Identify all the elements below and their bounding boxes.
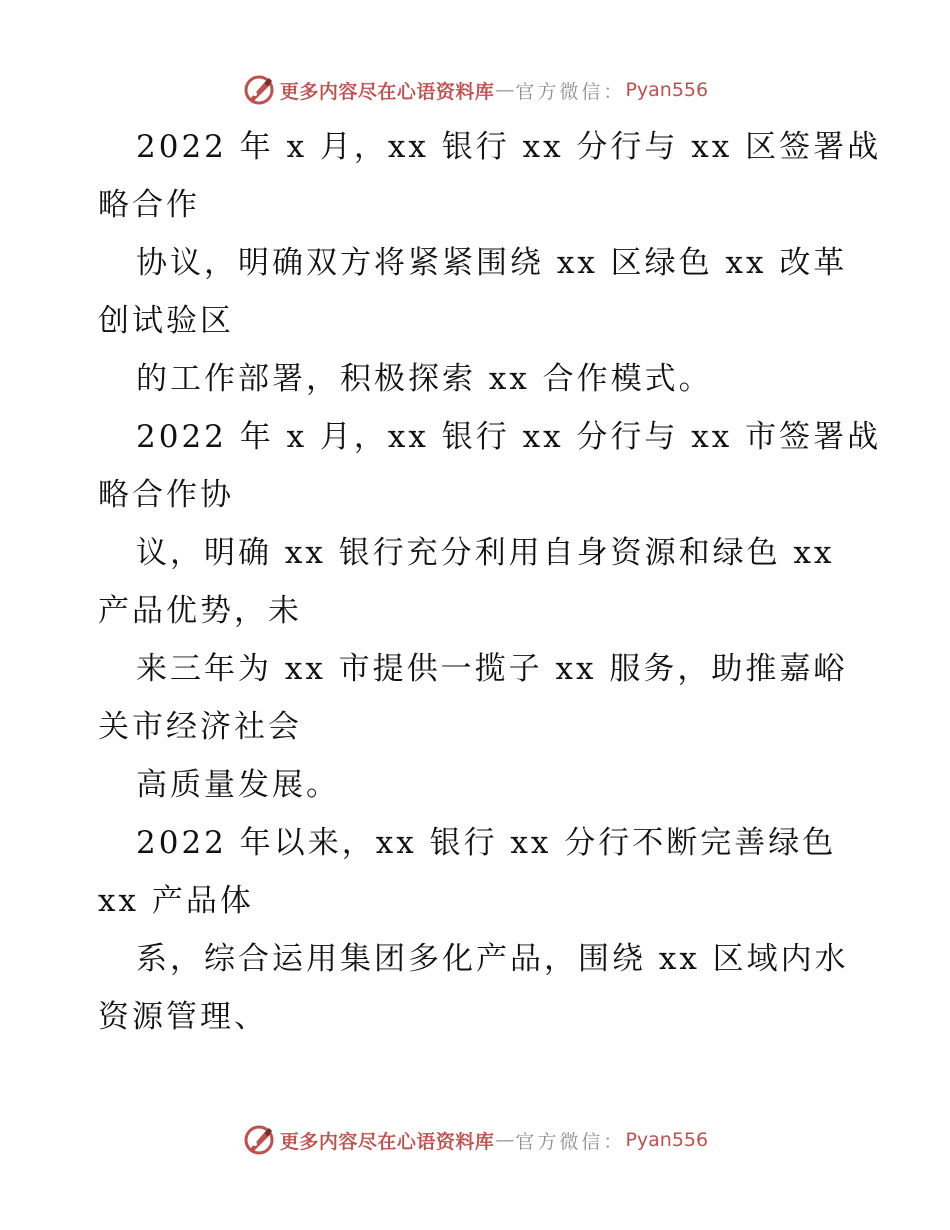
- body-line: 2022 年以来，xx 银行 xx 分行不断完善绿色: [136, 825, 837, 861]
- body-line: 的工作部署，积极探索 xx 合作模式。: [136, 361, 713, 397]
- body-line: 协议，明确双方将紧紧围绕 xx 区绿色 xx 改革: [136, 245, 848, 281]
- footer-separator: —: [495, 1129, 515, 1151]
- footer-promo-text: 更多内容尽在心语资料库: [279, 1130, 495, 1153]
- pen-logo-icon: [242, 1123, 276, 1157]
- body-line: 略合作协: [98, 477, 234, 513]
- footer-banner: [0, 1120, 950, 1160]
- document-body: [98, 118, 882, 1046]
- body-line: 2022 年 x 月，xx 银行 xx 分行与 xx 区签署战: [136, 129, 882, 165]
- body-line: 系，综合运用集团多化产品，围绕 xx 区域内水: [136, 941, 849, 977]
- body-line: 产品优势，未: [98, 593, 302, 629]
- body-line: xx 产品体: [98, 883, 254, 919]
- body-line: 高质量发展。: [136, 767, 340, 803]
- footer-official-label: 官方微信：: [515, 1130, 626, 1153]
- header-banner: [0, 70, 950, 110]
- header-official-label: 官方微信：: [515, 80, 626, 103]
- body-line: 2022 年 x 月，xx 银行 xx 分行与 xx 市签署战: [136, 419, 882, 455]
- header-promo-text: 更多内容尽在心语资料库: [279, 80, 495, 103]
- body-line: 关市经济社会: [98, 709, 302, 745]
- footer-wechat-id: Pyan556: [625, 1129, 709, 1151]
- body-line: 议，明确 xx 银行充分利用自身资源和绿色 xx: [136, 535, 835, 571]
- pen-logo-icon: [242, 73, 276, 107]
- header-separator: —: [495, 79, 515, 101]
- header-wechat-id: Pyan556: [625, 79, 709, 101]
- body-line: 资源管理、: [98, 999, 268, 1035]
- body-line: 来三年为 xx 市提供一揽子 xx 服务，助推嘉峪: [136, 651, 848, 687]
- body-line: 略合作: [98, 187, 200, 223]
- body-line: 创试验区: [98, 303, 234, 339]
